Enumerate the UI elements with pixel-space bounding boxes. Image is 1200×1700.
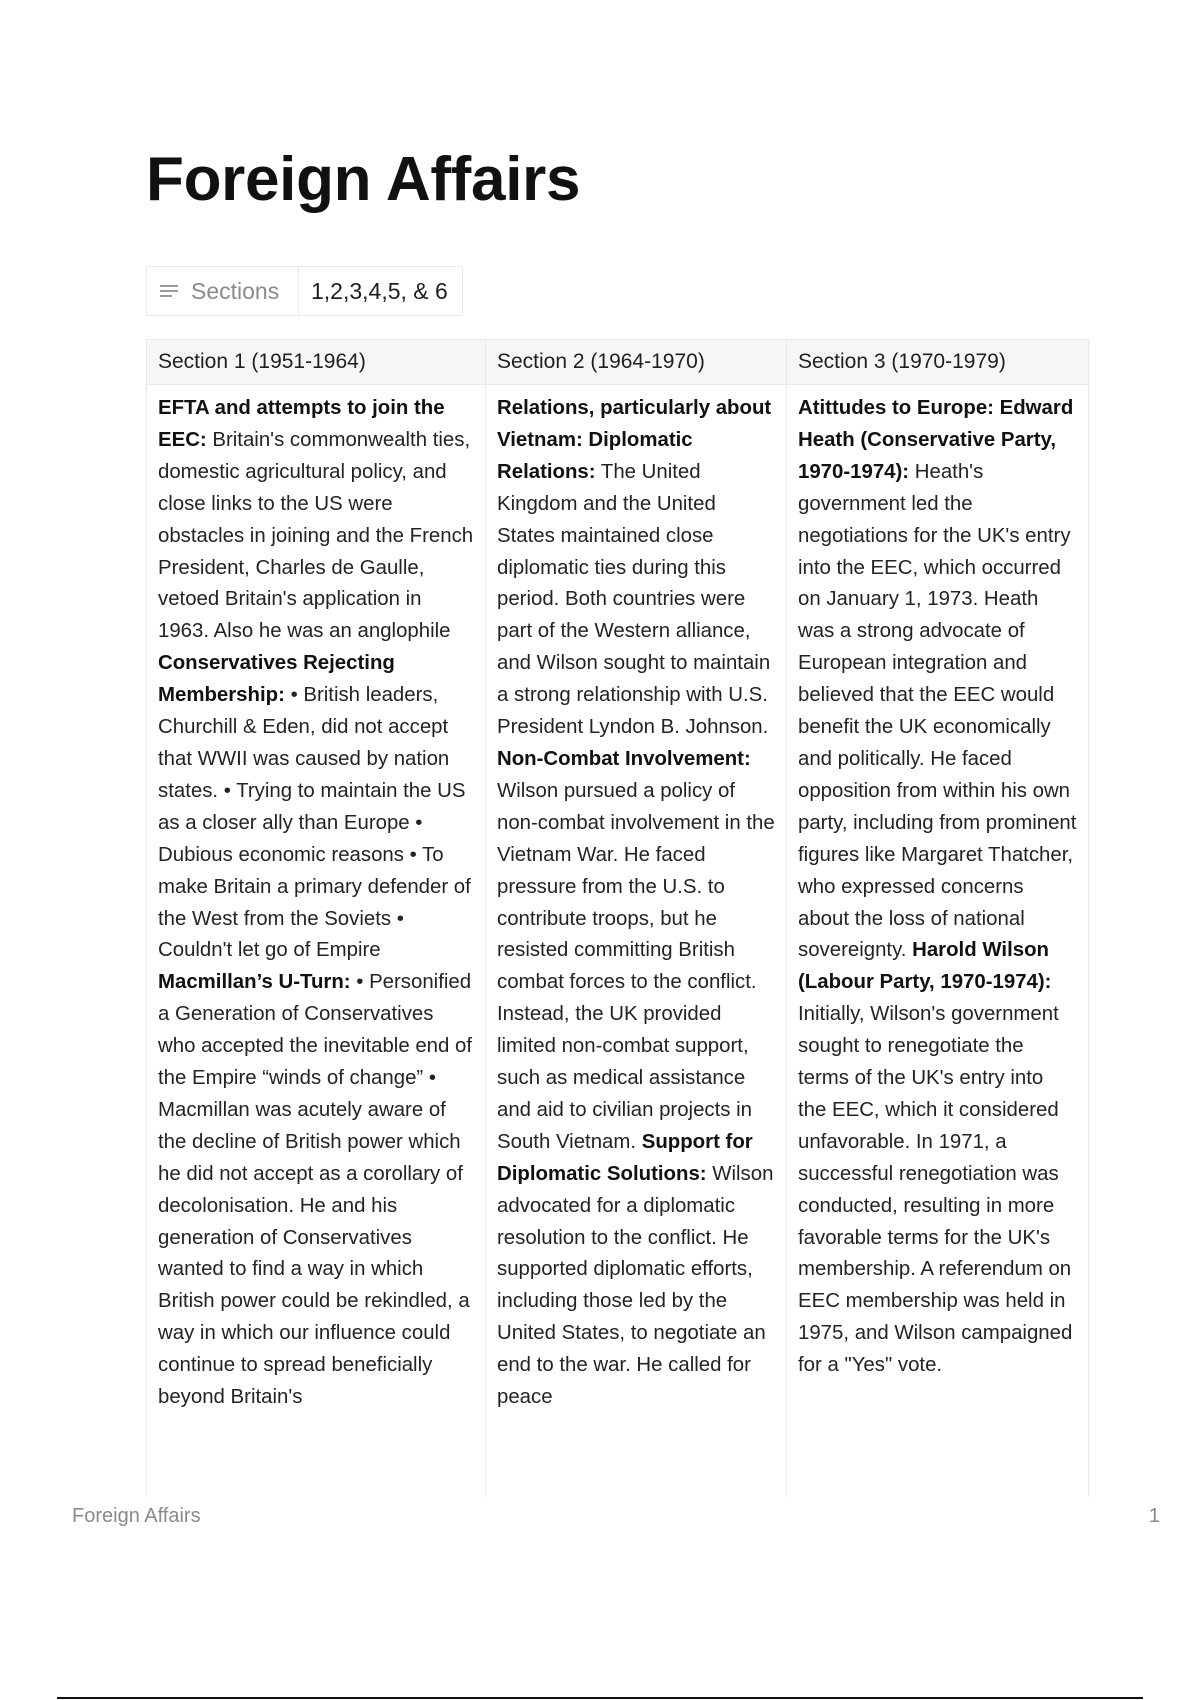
text-lines-icon [159,282,179,300]
table-cell-section-2[interactable] [486,385,787,1497]
sections-property [146,266,463,316]
property-name-label: Sections [191,277,280,304]
column-header[interactable]: Section 2 (1964-1970) [486,340,787,385]
page-title: Foreign Affairs [146,145,581,214]
column-header[interactable]: Section 3 (1970-1979) [787,340,1089,385]
page-number: 1 [1148,1505,1160,1527]
cell-text: • Personified a Generation of Conservatives who accepted the inevitable end of the Empire “winds of change” • Macmillan was acutely aware of the decline of British power which he did not accept as a corollary of decolonisation. He and his generation of Conservatives wanted to find a way in which British power could be rekindled, a way in which our influence could continue to spread beneficially beyond Britain's [158,971,473,1409]
table-cell-section-3[interactable] [787,385,1089,1497]
cell-text: The United Kingdom and the United States maintained close diplomatic ties during this period. Both countries were part of the Western alliance, and Wilson sought to maintain a strong relationship with U.S. President Lyndon B. Johnson. [497,460,771,739]
column-header[interactable]: Section 1 (1951-1964) [147,340,486,385]
cell-text: Heath's government led the negotiations for the UK's entry into the EEC, which occurred on January 1, 1973. Heath was a strong advocate of European integration and believed that the EEC would benefit the UK economically and politically. He faced opposition from within his own party, including from prominent figures like Margaret Thatcher, who expressed concerns about the loss of national sovereignty. [798,460,1077,962]
cell-heading: Relations, particularly about Vietnam: Diplomatic Relations: [497,397,772,483]
cell-heading: Atittudes to Europe: Edward Heath (Conservative Party, 1970-1974): [798,397,1074,483]
cell-heading: Support for Diplomatic Solutions: [497,1130,753,1185]
table-cell-section-1[interactable] [147,385,486,1497]
cell-text: Britain's commonwealth ties, domestic agricultural policy, and close links to the US were obstacles in joining and the French President, Charles de Gaulle, vetoed Britain's application in 1963. Also he was an anglophile [158,428,474,643]
sections-table [146,339,1089,1497]
cell-heading: Macmillan’s U-Turn: [158,971,351,994]
cell-heading: Harold Wilson (Labour Party, 1970-1974): [798,939,1052,994]
cell-text: Wilson advocated for a diplomatic resolution to the conflict. He supported diplomatic efforts, including those led by the United States, to negotiate an end to the war. He called for peace [497,1162,774,1409]
cell-text: Initially, Wilson's government sought to renegotiate the terms of the UK's entry into the EEC, which it considered unfavorable. In 1971, a successful renegotiation was conducted, resulting in more favorable terms for the UK's membership. A referendum on EEC membership was held in 1975, and Wilson campaigned for a "Yes" vote. [798,1003,1073,1377]
cell-heading: EFTA and attempts to join the EEC: [158,397,445,451]
page-divider [57,1697,1143,1699]
table-header-row [147,340,1089,385]
property-value[interactable]: 1,2,3,4,5, & 6 [311,277,448,304]
cell-text: Wilson pursued a policy of non-combat involvement in the Vietnam War. He faced pressure from the U.S. to contribute troops, but he resisted committing British combat forces to the conflict. Instead, the UK provided limited non-combat support, such as medical assistance and aid to civilian projects in South Vietnam. [497,779,775,1153]
cell-heading: Conservatives Rejecting Membership: [158,652,395,707]
table-row [147,385,1089,1497]
property-name[interactable] [147,267,299,315]
footer-title: Foreign Affairs [72,1505,201,1527]
cell-text: • British leaders, Churchill & Eden, did not accept that WWII was caused by nation states. • Trying to maintain the US as a closer ally than Europe • Dubious economic reasons • To make Britain a primary defender of the West from the Soviets • Couldn't let go of Empire [158,684,471,962]
cell-heading: Non-Combat Involvement: [497,747,751,770]
